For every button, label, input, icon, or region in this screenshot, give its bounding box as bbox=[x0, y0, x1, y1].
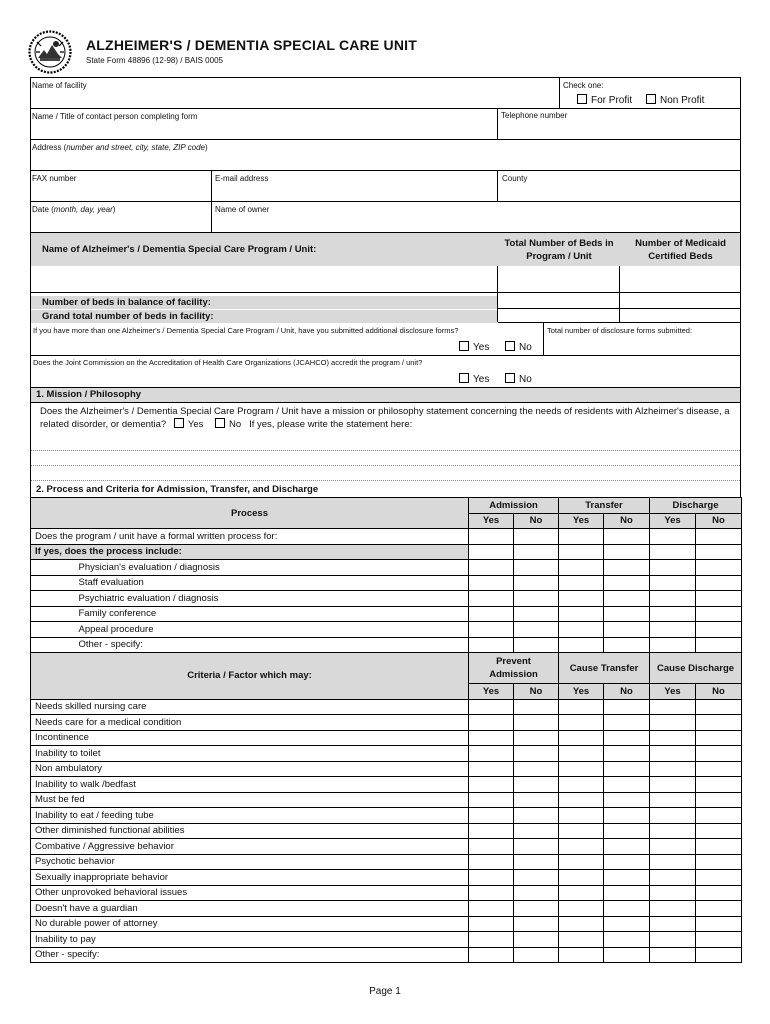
transfer-column-header: Transfer bbox=[559, 498, 650, 514]
answer-cell[interactable] bbox=[559, 808, 604, 824]
answer-cell[interactable] bbox=[650, 916, 696, 932]
answer-cell[interactable] bbox=[559, 823, 604, 839]
criteria-item-label: Inability to toilet bbox=[31, 746, 469, 762]
answer-cell[interactable] bbox=[650, 823, 696, 839]
criteria-column-header: Criteria / Factor which may: bbox=[31, 653, 469, 700]
q2-yes-checkbox[interactable] bbox=[459, 373, 469, 383]
process-heading: 2. Process and Criteria for Admission, Transfer, and Discharge bbox=[31, 483, 740, 497]
contact-person-label: Name / Title of contact person completing form bbox=[32, 112, 198, 121]
criteria-item-label: No durable power of attorney bbox=[31, 916, 469, 932]
answer-cell[interactable] bbox=[650, 730, 696, 746]
process-include-question: If yes, does the process include: bbox=[31, 544, 469, 560]
process-item-label: Physician's evaluation / diagnosis bbox=[76, 560, 469, 576]
answer-cell[interactable] bbox=[559, 637, 604, 653]
answer-cell[interactable] bbox=[514, 792, 559, 808]
answer-cell[interactable] bbox=[650, 777, 696, 793]
answer-cell[interactable] bbox=[469, 947, 514, 963]
answer-cell[interactable] bbox=[696, 947, 742, 963]
answer-cell[interactable] bbox=[696, 839, 742, 855]
criteria-item-label: Other unprovoked behavioral issues bbox=[31, 885, 469, 901]
process-item-row bbox=[31, 560, 742, 576]
answer-cell[interactable] bbox=[696, 808, 742, 824]
discharge-column-header: Discharge bbox=[650, 498, 742, 514]
answer-cell[interactable] bbox=[514, 761, 559, 777]
answer-cell[interactable] bbox=[650, 529, 696, 545]
answer-cell[interactable] bbox=[696, 792, 742, 808]
answer-cell[interactable] bbox=[514, 901, 559, 917]
admission-column-header: Admission bbox=[469, 498, 559, 514]
prevent-admission-header: Prevent Admission bbox=[469, 653, 559, 684]
process-item-row bbox=[31, 591, 742, 607]
answer-cell[interactable] bbox=[604, 575, 650, 591]
criteria-item-row bbox=[31, 746, 742, 762]
answer-cell[interactable] bbox=[650, 808, 696, 824]
answer-cell[interactable] bbox=[650, 932, 696, 948]
answer-cell[interactable] bbox=[514, 637, 559, 653]
answer-cell[interactable] bbox=[469, 622, 514, 638]
criteria-item-row bbox=[31, 916, 742, 932]
answer-cell[interactable] bbox=[696, 622, 742, 638]
answer-cell[interactable] bbox=[559, 916, 604, 932]
criteria-item-label: Other - specify: bbox=[31, 947, 469, 963]
process-item-row bbox=[31, 606, 742, 622]
indent-cell bbox=[31, 622, 76, 638]
answer-cell[interactable] bbox=[696, 823, 742, 839]
form-subtitle: State Form 48896 (12-98) / BAIS 0005 bbox=[86, 56, 223, 65]
total-forms-label: Total number of disclosure forms submitted: bbox=[547, 326, 693, 335]
answer-cell[interactable] bbox=[604, 761, 650, 777]
answer-cell[interactable] bbox=[559, 761, 604, 777]
q2-yes-option[interactable] bbox=[459, 373, 489, 385]
answer-cell[interactable] bbox=[696, 715, 742, 731]
answer-cell[interactable] bbox=[559, 854, 604, 870]
mission-section bbox=[30, 388, 741, 497]
answer-cell[interactable] bbox=[650, 591, 696, 607]
answer-cell[interactable] bbox=[514, 699, 559, 715]
mission-question-text: Does the Alzheimer's / Dementia Special Care Program / Unit have a mission or philosophy statement concerning the needs of residents with Alzheimer's disease, a related disorder, or dementia? bbox=[40, 406, 730, 430]
answer-cell[interactable] bbox=[696, 901, 742, 917]
answer-cell[interactable] bbox=[650, 854, 696, 870]
answer-cell[interactable] bbox=[469, 839, 514, 855]
indent-cell bbox=[31, 637, 76, 653]
process-item-row bbox=[31, 637, 742, 653]
indent-cell bbox=[31, 575, 76, 591]
answer-cell[interactable] bbox=[559, 947, 604, 963]
answer-cell[interactable] bbox=[696, 870, 742, 886]
cause-transfer-header: Cause Transfer bbox=[559, 653, 650, 684]
answer-cell[interactable] bbox=[469, 808, 514, 824]
answer-cell[interactable] bbox=[514, 575, 559, 591]
answer-cell[interactable] bbox=[696, 575, 742, 591]
answer-cell[interactable] bbox=[514, 622, 559, 638]
criteria-item-label: Needs skilled nursing care bbox=[31, 699, 469, 715]
indent-cell bbox=[31, 606, 76, 622]
no-column-header: No bbox=[514, 684, 559, 700]
q2-no-label: No bbox=[519, 374, 532, 385]
answer-cell[interactable] bbox=[604, 746, 650, 762]
answer-cell[interactable] bbox=[559, 792, 604, 808]
mission-heading: 1. Mission / Philosophy bbox=[31, 388, 740, 402]
process-item-label: Family conference bbox=[76, 606, 469, 622]
criteria-item-row bbox=[31, 932, 742, 948]
beds-balance-label: Number of beds in balance of facility: bbox=[31, 296, 498, 309]
answer-cell[interactable] bbox=[469, 529, 514, 545]
answer-cell[interactable] bbox=[469, 901, 514, 917]
additional-forms-question: If you have more than one Alzheimer's / Dementia Special Care Program / Unit, have you submitted additional disclosure forms? bbox=[33, 326, 459, 335]
answer-cell[interactable] bbox=[696, 916, 742, 932]
answer-cell[interactable] bbox=[650, 746, 696, 762]
date-label: Date (month, day, year) bbox=[32, 205, 116, 214]
q1-no-label: No bbox=[519, 342, 532, 353]
answer-cell[interactable] bbox=[514, 808, 559, 824]
criteria-item-label: Inability to pay bbox=[31, 932, 469, 948]
answer-cell[interactable] bbox=[559, 591, 604, 607]
answer-cell[interactable] bbox=[514, 823, 559, 839]
answer-cell[interactable] bbox=[469, 777, 514, 793]
yes-column-header: Yes bbox=[650, 513, 696, 529]
for-profit-label: For Profit bbox=[591, 95, 633, 106]
answer-cell[interactable] bbox=[650, 792, 696, 808]
answer-cell[interactable] bbox=[514, 916, 559, 932]
criteria-item-row bbox=[31, 854, 742, 870]
answer-cell[interactable] bbox=[559, 746, 604, 762]
formal-process-question: Does the program / unit have a formal written process for: bbox=[31, 529, 469, 545]
answer-cell[interactable] bbox=[604, 839, 650, 855]
mission-no-checkbox[interactable] bbox=[215, 418, 225, 428]
mission-yes-checkbox[interactable] bbox=[174, 418, 184, 428]
yes-column-header: Yes bbox=[469, 684, 514, 700]
facility-name-label: Name of facility bbox=[32, 81, 87, 90]
medicaid-beds-header: Number of Medicaid Certified Beds bbox=[635, 238, 726, 262]
criteria-item-label: Needs care for a medical condition bbox=[31, 715, 469, 731]
fax-label: FAX number bbox=[32, 174, 77, 183]
answer-cell[interactable] bbox=[559, 885, 604, 901]
q2-no-option[interactable] bbox=[505, 373, 532, 385]
mission-question bbox=[40, 405, 735, 431]
answer-cell[interactable] bbox=[514, 870, 559, 886]
yes-column-header: Yes bbox=[559, 513, 604, 529]
answer-cell[interactable] bbox=[604, 932, 650, 948]
answer-cell[interactable] bbox=[696, 932, 742, 948]
process-item-label: Psychiatric evaluation / diagnosis bbox=[76, 591, 469, 607]
answer-cell[interactable] bbox=[604, 808, 650, 824]
program-name-header: Name of Alzheimer's / Dementia Special Care Program / Unit: bbox=[42, 244, 317, 255]
answer-cell[interactable] bbox=[650, 544, 696, 560]
non-profit-checkbox[interactable] bbox=[646, 94, 656, 104]
criteria-item-label: Psychotic behavior bbox=[31, 854, 469, 870]
beds-totals bbox=[30, 293, 741, 323]
answer-cell[interactable] bbox=[469, 715, 514, 731]
criteria-item-label: Incontinence bbox=[31, 730, 469, 746]
answer-cell[interactable] bbox=[604, 529, 650, 545]
grand-total-label: Grand total number of beds in facility: bbox=[31, 310, 498, 323]
answer-cell[interactable] bbox=[514, 591, 559, 607]
answer-cell[interactable] bbox=[469, 932, 514, 948]
no-column-header: No bbox=[604, 513, 650, 529]
answer-cell[interactable] bbox=[696, 699, 742, 715]
owner-label: Name of owner bbox=[215, 205, 270, 214]
answer-cell[interactable] bbox=[469, 544, 514, 560]
non-profit-label: Non Profit bbox=[660, 95, 705, 106]
answer-cell[interactable] bbox=[604, 699, 650, 715]
answer-cell[interactable] bbox=[469, 637, 514, 653]
state-seal-icon bbox=[28, 30, 72, 74]
answer-cell[interactable] bbox=[604, 544, 650, 560]
answer-cell[interactable] bbox=[604, 823, 650, 839]
q1-yes-option[interactable] bbox=[459, 341, 489, 353]
answer-cell[interactable] bbox=[559, 715, 604, 731]
indent-cell bbox=[31, 591, 76, 607]
process-column-header: Process bbox=[31, 498, 469, 529]
jcahco-question: Does the Joint Commission on the Accreditation of Health Care Organizations (JCAHCO) accredit the program / unit? bbox=[33, 358, 423, 367]
answer-cell[interactable] bbox=[469, 591, 514, 607]
answer-cell[interactable] bbox=[559, 777, 604, 793]
for-profit-option[interactable] bbox=[577, 94, 632, 106]
form-title: ALZHEIMER'S / DEMENTIA SPECIAL CARE UNIT bbox=[86, 37, 418, 53]
process-item-row bbox=[31, 575, 742, 591]
criteria-item-label: Sexually inappropriate behavior bbox=[31, 870, 469, 886]
criteria-item-label: Inability to eat / feeding tube bbox=[31, 808, 469, 824]
criteria-item-row bbox=[31, 715, 742, 731]
answer-cell[interactable] bbox=[604, 854, 650, 870]
answer-cell[interactable] bbox=[514, 885, 559, 901]
criteria-item-label: Non ambulatory bbox=[31, 761, 469, 777]
q2-yes-label: Yes bbox=[473, 374, 490, 385]
answer-cell[interactable] bbox=[696, 560, 742, 576]
criteria-item-label: Inability to walk /bedfast bbox=[31, 777, 469, 793]
answer-cell[interactable] bbox=[514, 544, 559, 560]
no-column-header: No bbox=[604, 684, 650, 700]
process-header-row bbox=[31, 498, 742, 514]
answer-cell[interactable] bbox=[604, 637, 650, 653]
formal-process-row bbox=[31, 529, 742, 545]
mission-no-label: No bbox=[229, 419, 242, 430]
answer-cell[interactable] bbox=[514, 777, 559, 793]
answer-cell[interactable] bbox=[604, 606, 650, 622]
q1-yes-label: Yes bbox=[473, 342, 490, 353]
process-include-row bbox=[31, 544, 742, 560]
answer-cell[interactable] bbox=[650, 622, 696, 638]
answer-cell[interactable] bbox=[604, 870, 650, 886]
admission-criteria-table bbox=[30, 497, 742, 963]
page-number: Page 1 bbox=[369, 986, 401, 997]
email-label: E-mail address bbox=[215, 174, 269, 183]
answer-cell[interactable] bbox=[514, 715, 559, 731]
answer-cell[interactable] bbox=[650, 715, 696, 731]
process-item-row bbox=[31, 622, 742, 638]
answer-cell[interactable] bbox=[604, 792, 650, 808]
program-header-row bbox=[31, 233, 740, 266]
answer-cell[interactable] bbox=[469, 854, 514, 870]
for-profit-checkbox[interactable] bbox=[577, 94, 587, 104]
criteria-item-label: Must be fed bbox=[31, 792, 469, 808]
answer-cell[interactable] bbox=[696, 730, 742, 746]
answer-cell[interactable] bbox=[650, 606, 696, 622]
criteria-item-row bbox=[31, 870, 742, 886]
answer-cell[interactable] bbox=[559, 606, 604, 622]
cause-discharge-header: Cause Discharge bbox=[650, 653, 742, 684]
yes-column-header: Yes bbox=[650, 684, 696, 700]
indent-cell bbox=[31, 560, 76, 576]
answer-cell[interactable] bbox=[604, 560, 650, 576]
answer-cell[interactable] bbox=[604, 622, 650, 638]
answer-cell[interactable] bbox=[696, 637, 742, 653]
criteria-item-row bbox=[31, 761, 742, 777]
total-beds-header: Total Number of Beds in Program / Unit bbox=[504, 238, 614, 262]
county-label: County bbox=[502, 174, 528, 183]
criteria-item-label: Other diminished functional abilities bbox=[31, 823, 469, 839]
criteria-item-row bbox=[31, 839, 742, 855]
check-one-label: Check one: bbox=[563, 81, 604, 90]
answer-cell[interactable] bbox=[559, 622, 604, 638]
answer-cell[interactable] bbox=[514, 560, 559, 576]
criteria-item-row bbox=[31, 901, 742, 917]
answer-cell[interactable] bbox=[650, 885, 696, 901]
answer-cell[interactable] bbox=[650, 947, 696, 963]
answer-cell[interactable] bbox=[469, 575, 514, 591]
answer-cell[interactable] bbox=[650, 699, 696, 715]
answer-cell[interactable] bbox=[696, 854, 742, 870]
criteria-item-row bbox=[31, 947, 742, 963]
answer-cell[interactable] bbox=[469, 699, 514, 715]
answer-cell[interactable] bbox=[696, 746, 742, 762]
answer-cell[interactable] bbox=[469, 885, 514, 901]
answer-cell[interactable] bbox=[559, 699, 604, 715]
yes-column-header: Yes bbox=[469, 513, 514, 529]
answer-cell[interactable] bbox=[604, 715, 650, 731]
answer-cell[interactable] bbox=[514, 947, 559, 963]
criteria-item-row bbox=[31, 699, 742, 715]
answer-cell[interactable] bbox=[559, 870, 604, 886]
answer-cell[interactable] bbox=[514, 730, 559, 746]
no-column-header: No bbox=[696, 684, 742, 700]
answer-cell[interactable] bbox=[650, 575, 696, 591]
answer-cell[interactable] bbox=[469, 746, 514, 762]
answer-cell[interactable] bbox=[604, 947, 650, 963]
answer-cell[interactable] bbox=[559, 932, 604, 948]
yes-column-header: Yes bbox=[559, 684, 604, 700]
answer-cell[interactable] bbox=[469, 560, 514, 576]
answer-cell[interactable] bbox=[469, 761, 514, 777]
q2-no-checkbox[interactable] bbox=[505, 373, 515, 383]
telephone-label: Telephone number bbox=[501, 111, 568, 120]
answer-cell[interactable] bbox=[514, 932, 559, 948]
criteria-item-row bbox=[31, 777, 742, 793]
criteria-item-label: Doesn't have a guardian bbox=[31, 901, 469, 917]
answer-cell[interactable] bbox=[604, 777, 650, 793]
q1-yes-checkbox[interactable] bbox=[459, 341, 469, 351]
mission-statement-prompt: If yes, please write the statement here: bbox=[249, 419, 413, 430]
answer-cell[interactable] bbox=[696, 761, 742, 777]
answer-cell[interactable] bbox=[604, 916, 650, 932]
answer-cell[interactable] bbox=[650, 839, 696, 855]
answer-cell[interactable] bbox=[604, 591, 650, 607]
answer-cell[interactable] bbox=[604, 885, 650, 901]
answer-cell[interactable] bbox=[469, 823, 514, 839]
answer-cell[interactable] bbox=[559, 575, 604, 591]
answer-cell[interactable] bbox=[469, 730, 514, 746]
answer-cell[interactable] bbox=[559, 529, 604, 545]
answer-cell[interactable] bbox=[696, 529, 742, 545]
answer-cell[interactable] bbox=[604, 730, 650, 746]
process-item-label: Other - specify: bbox=[76, 637, 469, 653]
answer-cell[interactable] bbox=[559, 839, 604, 855]
criteria-item-label: Combative / Aggressive behavior bbox=[31, 839, 469, 855]
answer-cell[interactable] bbox=[514, 529, 559, 545]
answer-cell[interactable] bbox=[559, 730, 604, 746]
non-profit-option[interactable] bbox=[646, 94, 704, 106]
criteria-item-row bbox=[31, 792, 742, 808]
answer-cell[interactable] bbox=[469, 870, 514, 886]
answer-cell[interactable] bbox=[650, 560, 696, 576]
facility-info-grid bbox=[30, 77, 741, 293]
answer-cell[interactable] bbox=[559, 544, 604, 560]
answer-cell[interactable] bbox=[514, 839, 559, 855]
address-label: Address (number and street, city, state, ZIP code) bbox=[32, 143, 208, 152]
answer-cell[interactable] bbox=[650, 637, 696, 653]
answer-cell[interactable] bbox=[696, 777, 742, 793]
criteria-header-row bbox=[31, 653, 742, 684]
answer-cell[interactable] bbox=[469, 916, 514, 932]
answer-cell[interactable] bbox=[469, 792, 514, 808]
criteria-item-row bbox=[31, 885, 742, 901]
answer-cell[interactable] bbox=[514, 606, 559, 622]
answer-cell[interactable] bbox=[559, 560, 604, 576]
answer-cell[interactable] bbox=[559, 901, 604, 917]
answer-cell[interactable] bbox=[514, 854, 559, 870]
process-item-label: Appeal procedure bbox=[76, 622, 469, 638]
answer-cell[interactable] bbox=[514, 746, 559, 762]
answer-cell[interactable] bbox=[650, 870, 696, 886]
answer-cell[interactable] bbox=[696, 591, 742, 607]
criteria-item-row bbox=[31, 823, 742, 839]
answer-cell[interactable] bbox=[650, 761, 696, 777]
answer-cell[interactable] bbox=[469, 606, 514, 622]
criteria-item-row bbox=[31, 730, 742, 746]
no-column-header: No bbox=[696, 513, 742, 529]
answer-cell[interactable] bbox=[650, 901, 696, 917]
q1-no-checkbox[interactable] bbox=[505, 341, 515, 351]
answer-cell[interactable] bbox=[696, 885, 742, 901]
answer-cell[interactable] bbox=[696, 606, 742, 622]
answer-cell[interactable] bbox=[604, 901, 650, 917]
process-item-label: Staff evaluation bbox=[76, 575, 469, 591]
no-column-header: No bbox=[514, 513, 559, 529]
disclosure-section bbox=[30, 323, 741, 388]
criteria-item-row bbox=[31, 808, 742, 824]
answer-cell[interactable] bbox=[696, 544, 742, 560]
q1-no-option[interactable] bbox=[505, 341, 532, 353]
mission-yes-label: Yes bbox=[187, 419, 204, 430]
